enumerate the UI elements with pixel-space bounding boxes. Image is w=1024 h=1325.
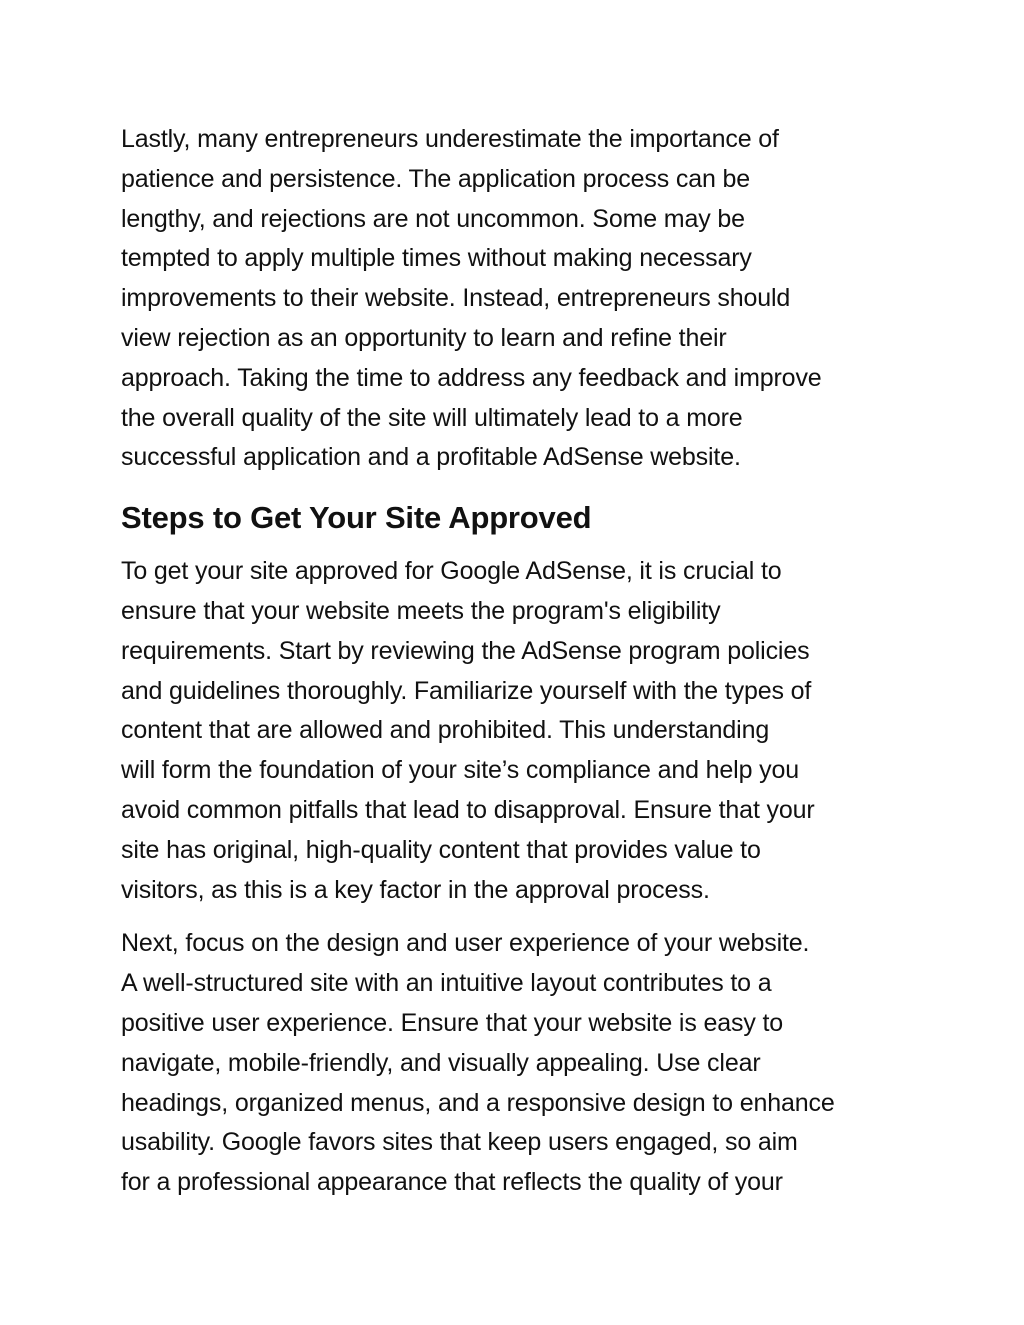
document-body — [121, 120, 911, 1203]
text-line: tempted to apply multiple times without making necessary — [121, 244, 752, 273]
text-line: improvements to their website. Instead, entrepreneurs should — [121, 284, 791, 313]
text-line: successful application and a profitable AdSense website. — [121, 443, 741, 472]
text-line: To get your site approved for Google AdSense, it is crucial to — [121, 557, 782, 586]
text-line: view rejection as an opportunity to learn and refine their — [121, 323, 727, 352]
text-line: ensure that your website meets the program's eligibility — [121, 596, 721, 625]
text-line: headings, organized menus, and a responsive design to enhance — [121, 1088, 835, 1117]
text-line: approach. Taking the time to address any feedback and improve — [121, 363, 822, 392]
text-line: requirements. Start by reviewing the AdSense program policies — [121, 636, 810, 665]
text-line: and guidelines thoroughly. Familiarize yourself with the types of — [121, 676, 812, 705]
text-line: patience and persistence. The application process can be — [121, 164, 751, 193]
text-line: usability. Google favors sites that keep users engaged, so aim — [121, 1128, 798, 1157]
text-line: positive user experience. Ensure that your website is easy to — [121, 1008, 784, 1037]
text-line: A well-structured site with an intuitive layout contributes to a — [121, 969, 772, 998]
text-line: for a professional appearance that reflects the quality of your — [121, 1168, 783, 1197]
text-line: the overall quality of the site will ultimately lead to a more — [121, 403, 743, 432]
text-line: lengthy, and rejections are not uncommon. Some may be — [121, 204, 745, 233]
paragraph-design — [121, 924, 911, 1203]
text-line: visitors, as this is a key factor in the approval process. — [121, 875, 710, 904]
text-line: content that are allowed and prohibited. This understanding — [121, 716, 770, 745]
text-line: Lastly, many entrepreneurs underestimate the importance of — [121, 125, 779, 153]
paragraph-spacer — [121, 910, 911, 924]
text-line: navigate, mobile-friendly, and visually appealing. Use clear — [121, 1048, 761, 1077]
text-line: will form the foundation of your site’s compliance and help you — [121, 756, 799, 785]
paragraph-eligibility — [121, 552, 911, 910]
text-line: site has original, high-quality content that provides value to — [121, 835, 761, 864]
text-line: Next, focus on the design and user experience of your website. — [121, 929, 810, 958]
paragraph-patience — [121, 120, 911, 478]
text-line: avoid common pitfalls that lead to disapproval. Ensure that your — [121, 795, 815, 824]
section-heading: Steps to Get Your Site Approved — [121, 500, 592, 536]
